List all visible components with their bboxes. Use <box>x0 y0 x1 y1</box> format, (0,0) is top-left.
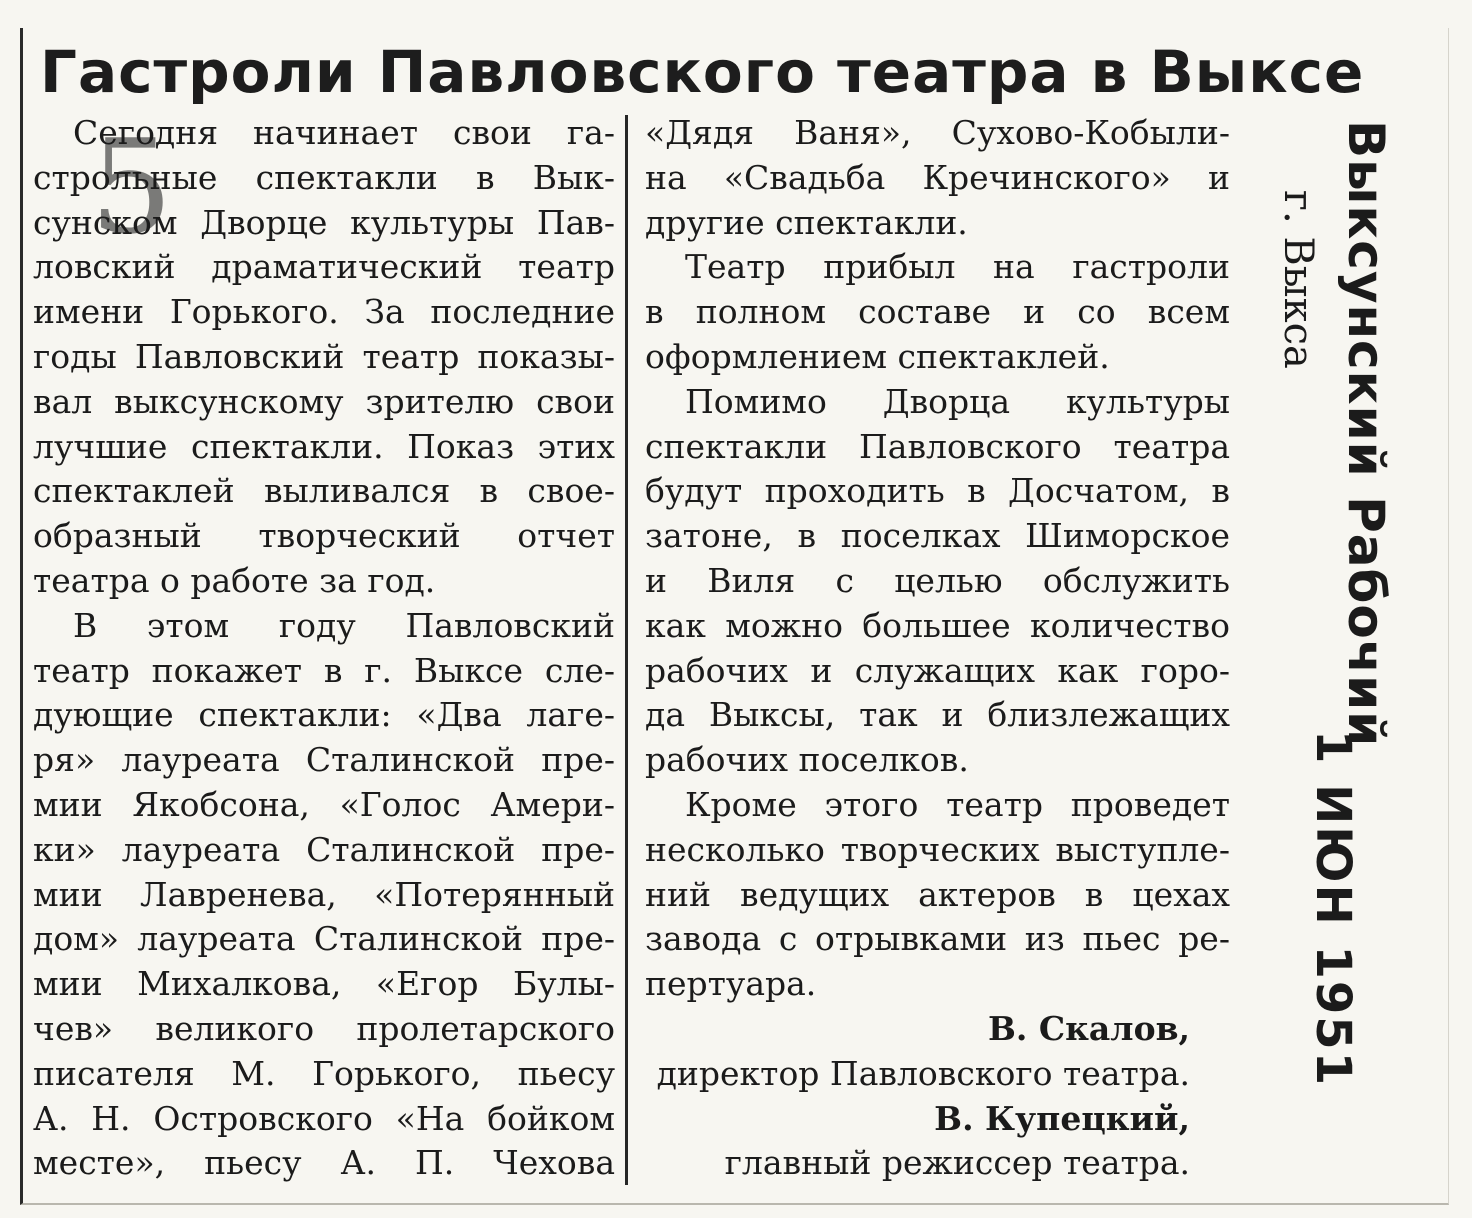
text-line: месте», пьесу А. П. Чехова <box>33 1143 615 1183</box>
publication-date: 1 ИЮН 1951 <box>1305 730 1361 1088</box>
text-line: рабочих и служащих как горо- <box>645 650 1230 690</box>
text-line: затоне, в поселках Шиморское <box>645 516 1230 556</box>
text-line: и Виля с целью обслужить <box>645 560 1230 600</box>
text-line: имени Горького. За последние <box>33 292 615 332</box>
left-column <box>33 111 615 1186</box>
text-line: «Дядя Ваня», Сухово-Кобыли- <box>645 113 1230 152</box>
text-line: Помимо Дворца культуры <box>685 381 1230 421</box>
text-line: как можно большее количество <box>645 605 1230 645</box>
text-line: вал выксунскому зрителю свои <box>33 381 615 421</box>
text-line: писателя М. Горького, пьесу <box>33 1053 615 1093</box>
text-line: оформлением спектаклей. <box>645 336 1110 376</box>
text-line: пертуара. <box>645 964 817 1004</box>
newspaper-title: Выксунский Рабочий <box>1337 120 1395 748</box>
text-line: Сегодня начинает свои га- <box>73 113 615 152</box>
handwritten-number: 5 <box>90 111 173 263</box>
text-line: Кроме этого театр проведет <box>685 784 1230 824</box>
signature-name: В. Скалов, <box>987 1008 1190 1048</box>
signature-role: главный режиссер театра. <box>724 1143 1190 1183</box>
text-line: А. Н. Островского «На бойком <box>33 1098 615 1138</box>
text-line: годы Павловский театр показы- <box>33 336 615 376</box>
signature-name: В. Купецкий, <box>934 1098 1190 1138</box>
text-line: рабочих поселков. <box>645 740 969 780</box>
text-line: на «Свадьба Кречинского» и <box>645 157 1230 197</box>
text-line: да Выксы, так и близлежащих <box>645 695 1230 735</box>
text-line: театр покажет в г. Выксе сле- <box>33 650 615 690</box>
text-line: ки» лауреата Сталинской пре- <box>33 829 615 869</box>
text-line: мии Михалкова, «Егор Булы- <box>33 964 615 1004</box>
text-line: несколько творческих выступле- <box>645 829 1230 869</box>
text-line: другие спектакли. <box>645 202 968 242</box>
article-headline: Гастроли Павловского театра в Выксе <box>40 38 1365 106</box>
column-divider <box>625 115 628 1185</box>
text-line: образный творческий отчет <box>33 516 615 556</box>
text-line: в полном составе и со всем <box>645 292 1230 332</box>
text-line: дующие спектакли: «Два лаге- <box>33 695 615 735</box>
text-line: В этом году Павловский <box>73 605 615 645</box>
right-column <box>645 111 1230 1186</box>
text-line: дом» лауреата Сталинской пре- <box>33 919 615 959</box>
text-line: Театр прибыл на гастроли <box>685 247 1230 287</box>
text-line: ний ведущих актеров в цехах <box>645 874 1230 914</box>
text-line: сунском Дворце культуры Пав- <box>33 202 615 242</box>
text-line: театра о работе за год. <box>33 560 436 600</box>
text-line: спектакли Павловского театра <box>645 426 1230 466</box>
text-line: будут проходить в Досчатом, в <box>645 471 1230 511</box>
text-line: мии Лавренева, «Потерянный <box>33 874 615 914</box>
text-line: ря» лауреата Сталинской пре- <box>33 740 615 780</box>
text-line: спектаклей выливался в свое- <box>33 471 615 511</box>
text-line: строльные спектакли в Вык- <box>33 157 615 197</box>
text-line: чев» великого пролетарского <box>33 1008 615 1048</box>
text-line: мии Якобсона, «Голос Амери- <box>33 784 615 824</box>
signature-role: директор Павловского театра. <box>656 1053 1190 1093</box>
text-line: лучшие спектакли. Показ этих <box>33 426 615 466</box>
text-line: завода с отрывками из пьес ре- <box>645 919 1230 959</box>
text-line: ловский драматический театр <box>33 247 615 287</box>
newspaper-stamp <box>1245 120 1425 1120</box>
newspaper-city: г. Выкса <box>1275 190 1321 369</box>
